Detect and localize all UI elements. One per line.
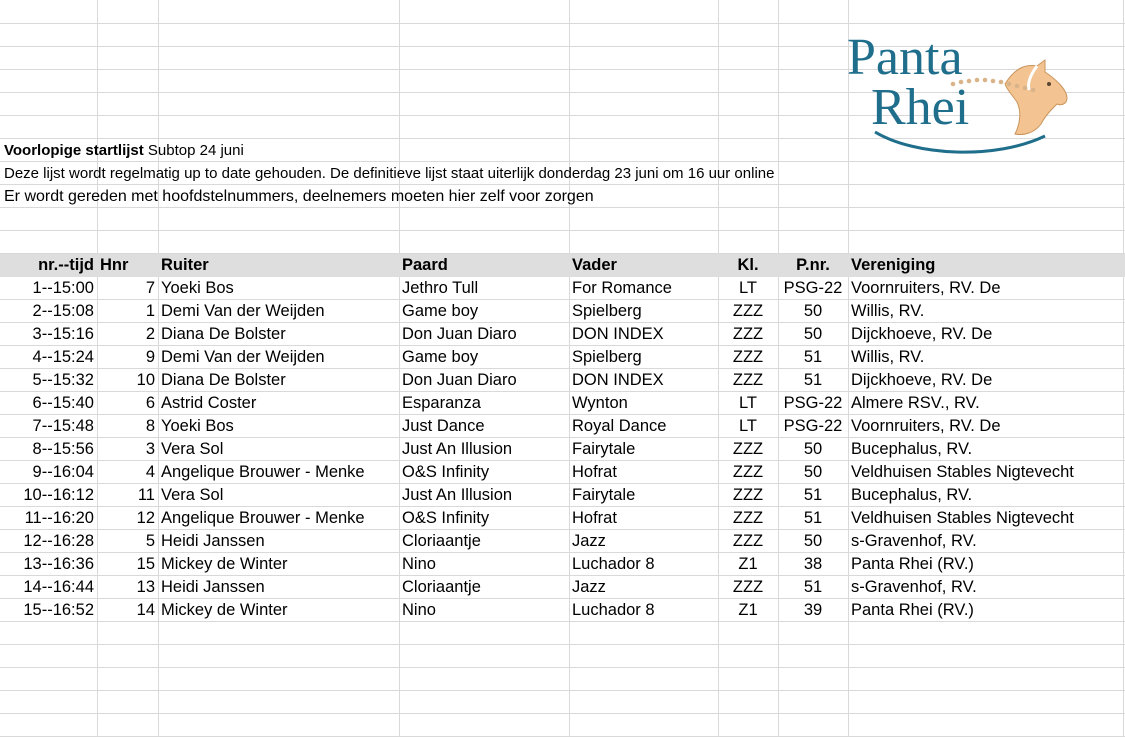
table-cell-col-ruiter[interactable]: Angelique Brouwer - Menke: [161, 463, 365, 481]
table-cell-col-paard[interactable]: Don Juan Diaro: [402, 371, 517, 389]
header-col-paard: Paard: [402, 256, 448, 274]
table-cell-col-hnr[interactable]: 1: [145, 302, 155, 320]
header-col-vereniging: Vereniging: [851, 256, 936, 274]
table-cell-col-hnr[interactable]: 10: [136, 371, 155, 389]
table-cell-col-hnr[interactable]: 2: [145, 325, 155, 343]
table-cell-col-hnr[interactable]: 13: [136, 578, 155, 596]
table-cell-col-pnr[interactable]: 51: [803, 371, 823, 389]
intro-title: [0, 140, 244, 162]
table-cell-col-vereniging[interactable]: Willis, RV.: [851, 302, 925, 320]
table-cell-col-nr-tijd[interactable]: 10--16:12: [23, 486, 94, 504]
table-cell-col-pnr[interactable]: 51: [803, 578, 823, 596]
table-cell-col-nr-tijd[interactable]: 13--16:36: [23, 555, 94, 573]
table-cell-col-vereniging[interactable]: Veldhuisen Stables Nigtevecht: [851, 509, 1074, 527]
table-cell-col-ruiter[interactable]: Demi Van der Weijden: [161, 348, 325, 366]
table-cell-col-hnr[interactable]: 6: [145, 394, 155, 412]
table-cell-col-vader[interactable]: Jazz: [572, 532, 606, 550]
table-cell-col-vereniging[interactable]: s-Gravenhof, RV.: [851, 532, 977, 550]
table-cell-col-nr-tijd[interactable]: 1--15:00: [32, 279, 94, 297]
table-cell-col-nr-tijd[interactable]: 11--16:20: [24, 509, 94, 527]
table-cell-col-vereniging[interactable]: s-Gravenhof, RV.: [851, 578, 977, 596]
table-cell-col-pnr[interactable]: 50: [803, 325, 823, 343]
table-cell-col-klasse[interactable]: ZZZ: [732, 532, 764, 550]
table-cell-col-nr-tijd[interactable]: 14--16:44: [23, 578, 94, 596]
table-cell-col-klasse[interactable]: LT: [738, 394, 758, 412]
table-cell-col-vader[interactable]: Spielberg: [572, 302, 642, 320]
table-cell-col-hnr[interactable]: 4: [145, 463, 155, 481]
table-cell-col-paard[interactable]: Just Dance: [402, 417, 485, 435]
table-cell-col-ruiter[interactable]: Mickey de Winter: [161, 555, 288, 573]
table-cell-col-pnr[interactable]: 39: [803, 601, 823, 619]
table-cell-col-ruiter[interactable]: Angelique Brouwer - Menke: [161, 509, 365, 527]
logo-line1: Panta: [847, 29, 963, 86]
table-cell-col-hnr[interactable]: 8: [145, 417, 155, 435]
table-cell-col-klasse[interactable]: ZZZ: [732, 302, 764, 320]
horse-logo-icon: [845, 24, 1075, 164]
table-cell-col-vader[interactable]: Hofrat: [572, 509, 617, 527]
table-cell-col-pnr[interactable]: PSG-22: [783, 394, 843, 412]
table-cell-col-klasse[interactable]: ZZZ: [732, 509, 764, 527]
table-cell-col-pnr[interactable]: 50: [803, 532, 823, 550]
table-cell-col-hnr[interactable]: 7: [145, 279, 155, 297]
table-cell-col-pnr[interactable]: 51: [803, 348, 823, 366]
table-cell-col-vereniging[interactable]: Voornruiters, RV. De: [851, 417, 1001, 435]
grid-row-line: [0, 230, 1125, 231]
header-col-nr-tijd: nr.--tijd: [38, 256, 94, 274]
table-cell-col-klasse[interactable]: ZZZ: [732, 486, 764, 504]
intro-title-rest: Subtop 24 juni: [143, 142, 244, 159]
table-cell-col-vader[interactable]: Jazz: [572, 578, 606, 596]
table-cell-col-vereniging[interactable]: Veldhuisen Stables Nigtevecht: [851, 463, 1074, 481]
table-cell-col-klasse[interactable]: ZZZ: [732, 440, 764, 458]
table-cell-col-pnr[interactable]: 50: [803, 302, 823, 320]
table-cell-col-pnr[interactable]: PSG-22: [783, 279, 843, 297]
logo-line2: Rhei: [871, 79, 970, 136]
table-cell-col-paard[interactable]: Nino: [402, 555, 436, 573]
table-cell-col-paard[interactable]: O&S Infinity: [402, 463, 490, 481]
table-cell-col-vader[interactable]: DON INDEX: [572, 325, 664, 343]
table-cell-col-klasse[interactable]: Z1: [738, 601, 758, 619]
table-cell-col-vereniging[interactable]: Almere RSV., RV.: [851, 394, 980, 412]
table-cell-col-ruiter[interactable]: Heidi Janssen: [161, 578, 265, 596]
intro-title-bold: Voorlopige startlijst: [4, 142, 144, 159]
table-cell-col-nr-tijd[interactable]: 4--15:24: [32, 348, 94, 366]
table-cell-col-paard[interactable]: Game boy: [402, 348, 479, 366]
table-cell-col-nr-tijd[interactable]: 9--16:04: [32, 463, 94, 481]
table-cell-col-pnr[interactable]: 38: [803, 555, 823, 573]
table-cell-col-hnr[interactable]: 3: [145, 440, 155, 458]
table-cell-col-paard[interactable]: Esparanza: [402, 394, 481, 412]
table-cell-col-paard[interactable]: Don Juan Diaro: [402, 325, 517, 343]
table-cell-col-klasse[interactable]: ZZZ: [732, 348, 764, 366]
table-cell-col-ruiter[interactable]: Diana De Bolster: [161, 371, 286, 389]
header-col-vader: Vader: [572, 256, 617, 274]
table-cell-col-ruiter[interactable]: Yoeki Bos: [161, 279, 234, 297]
table-cell-col-vader[interactable]: Spielberg: [572, 348, 642, 366]
intro-line2: Deze lijst wordt regelmatig up to date gehouden. De definitieve lijst staat uiterlijk donderdag 23 juni om 16 uur online: [4, 165, 775, 182]
table-cell-col-ruiter[interactable]: Yoeki Bos: [161, 417, 234, 435]
table-cell-col-vereniging[interactable]: Panta Rhei (RV.): [851, 555, 974, 573]
table-cell-col-vader[interactable]: Fairytale: [572, 486, 636, 504]
table-cell-col-vereniging[interactable]: Voornruiters, RV. De: [851, 279, 1001, 297]
header-col-klasse: Kl.: [737, 256, 759, 274]
table-cell-col-vader[interactable]: Luchador 8: [572, 555, 655, 573]
table-cell-col-vader[interactable]: DON INDEX: [572, 371, 664, 389]
table-cell-col-vader[interactable]: Fairytale: [572, 440, 636, 458]
table-cell-col-nr-tijd[interactable]: 5--15:32: [32, 371, 94, 389]
table-cell-col-nr-tijd[interactable]: 15--16:52: [23, 601, 94, 619]
table-cell-col-paard[interactable]: Just An Illusion: [402, 486, 513, 504]
table-cell-col-klasse[interactable]: ZZZ: [732, 371, 764, 389]
table-cell-col-pnr[interactable]: 50: [803, 440, 823, 458]
table-cell-col-paard[interactable]: Cloriaantje: [402, 532, 481, 550]
grid-row-line: [0, 644, 1125, 645]
table-cell-col-klasse[interactable]: Z1: [738, 555, 758, 573]
intro-line3: Er wordt gereden met hoofdstelnummers, deelnemers moeten hier zelf voor zorgen: [4, 188, 594, 205]
table-cell-col-paard[interactable]: O&S Infinity: [402, 509, 490, 527]
table-cell-col-hnr[interactable]: 11: [137, 486, 155, 504]
grid-row-line: [0, 690, 1125, 691]
table-cell-col-klasse[interactable]: LT: [738, 279, 758, 297]
grid-row-line: [0, 667, 1125, 668]
table-cell-col-hnr[interactable]: 15: [136, 555, 155, 573]
table-cell-col-ruiter[interactable]: Vera Sol: [161, 486, 224, 504]
header-col-ruiter: Ruiter: [161, 256, 209, 274]
header-col-pnr: P.nr.: [796, 256, 830, 274]
table-cell-col-nr-tijd[interactable]: 7--15:48: [32, 417, 94, 435]
table-cell-col-vereniging[interactable]: Panta Rhei (RV.): [851, 601, 974, 619]
table-cell-col-ruiter[interactable]: Heidi Janssen: [161, 532, 265, 550]
table-cell-col-hnr[interactable]: 14: [136, 601, 155, 619]
table-cell-col-hnr[interactable]: 5: [145, 532, 155, 550]
table-cell-col-pnr[interactable]: 51: [803, 509, 823, 527]
table-cell-col-ruiter[interactable]: Vera Sol: [161, 440, 224, 458]
table-cell-col-hnr[interactable]: 9: [145, 348, 155, 366]
table-cell-col-vader[interactable]: Luchador 8: [572, 601, 655, 619]
table-cell-col-nr-tijd[interactable]: 2--15:08: [32, 302, 94, 320]
table-cell-col-vereniging[interactable]: Dijckhoeve, RV. De: [851, 371, 993, 389]
table-cell-col-vereniging[interactable]: Willis, RV.: [851, 348, 925, 366]
table-cell-col-paard[interactable]: Cloriaantje: [402, 578, 481, 596]
header-col-hnr: Hnr: [100, 256, 129, 274]
table-cell-col-vereniging[interactable]: Bucephalus, RV.: [851, 440, 973, 458]
table-cell-col-hnr[interactable]: 12: [136, 509, 155, 527]
table-cell-col-nr-tijd[interactable]: 12--16:28: [23, 532, 94, 550]
table-cell-col-vader[interactable]: Royal Dance: [572, 417, 667, 435]
table-cell-col-nr-tijd[interactable]: 6--15:40: [32, 394, 94, 412]
table-cell-col-klasse[interactable]: LT: [738, 417, 758, 435]
table-cell-col-pnr[interactable]: 50: [803, 463, 823, 481]
panta-rhei-logo: [845, 24, 1075, 164]
table-cell-col-klasse[interactable]: ZZZ: [732, 578, 764, 596]
table-cell-col-paard[interactable]: Nino: [402, 601, 436, 619]
table-cell-col-paard[interactable]: Just An Illusion: [402, 440, 513, 458]
table-cell-col-paard[interactable]: Jethro Tull: [402, 279, 479, 297]
table-cell-col-vader[interactable]: For Romance: [572, 279, 672, 297]
table-cell-col-ruiter[interactable]: Diana De Bolster: [161, 325, 286, 343]
table-cell-col-paard[interactable]: Game boy: [402, 302, 479, 320]
table-cell-col-klasse[interactable]: ZZZ: [732, 463, 764, 481]
table-cell-col-nr-tijd[interactable]: 3--15:16: [32, 325, 94, 343]
table-cell-col-vader[interactable]: Hofrat: [572, 463, 617, 481]
table-cell-col-vader[interactable]: Wynton: [572, 394, 628, 412]
table-cell-col-pnr[interactable]: PSG-22: [783, 417, 843, 435]
table-cell-col-nr-tijd[interactable]: 8--15:56: [32, 440, 94, 458]
table-cell-col-ruiter[interactable]: Demi Van der Weijden: [161, 302, 325, 320]
table-cell-col-vereniging[interactable]: Dijckhoeve, RV. De: [851, 325, 993, 343]
table-cell-col-ruiter[interactable]: Astrid Coster: [161, 394, 257, 412]
table-cell-col-vereniging[interactable]: Bucephalus, RV.: [851, 486, 973, 504]
table-cell-col-ruiter[interactable]: Mickey de Winter: [161, 601, 288, 619]
table-cell-col-klasse[interactable]: ZZZ: [732, 325, 764, 343]
table-cell-col-pnr[interactable]: 51: [803, 486, 823, 504]
grid-row-line: [0, 713, 1125, 714]
